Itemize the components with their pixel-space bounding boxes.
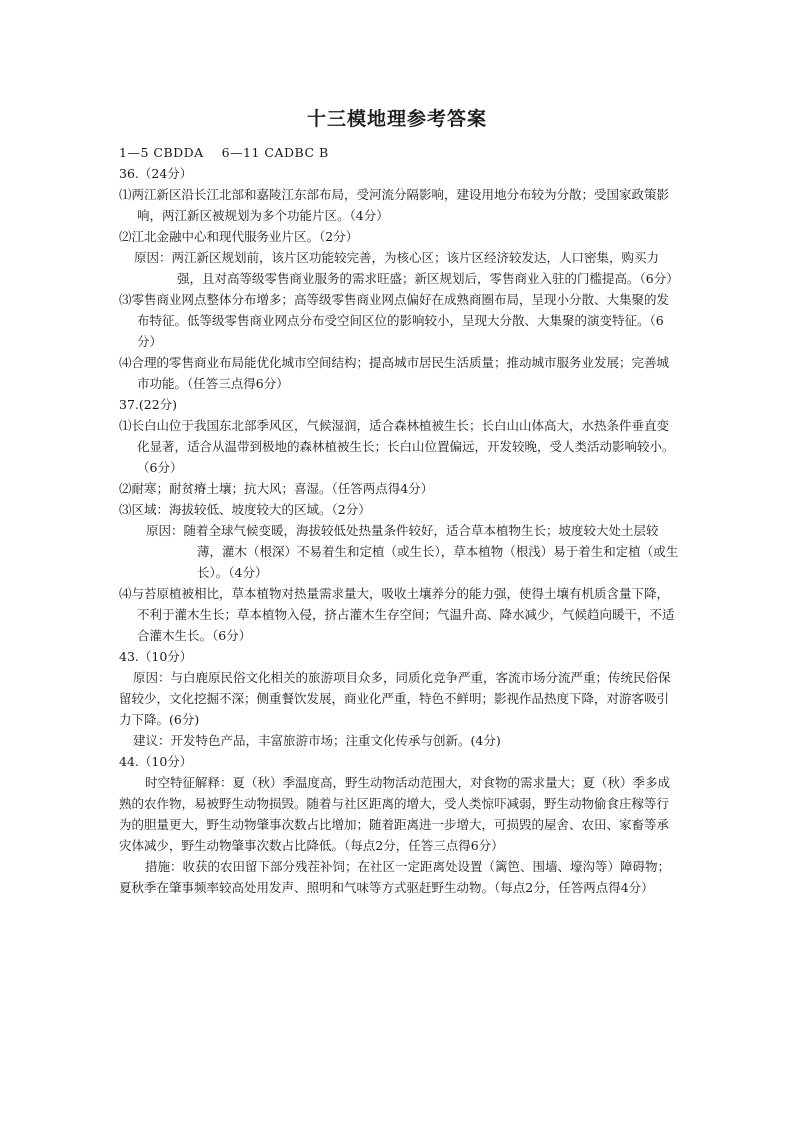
answer-content: [119, 142, 679, 898]
q37-part3: ⑶区域：海拔较低、坡度较大的区域。（2分）: [119, 502, 371, 517]
q37-header: 37.(22分): [119, 397, 178, 412]
q36-part2-reason: 原因：两江新区规划前，该片区功能较完善，为核心区；该片区经济较发达，人口密集，购买力强，且对高等级零售商业服务的需求旺盛；新区规划后，零售商业入驻的门槛提高。（6分）: [134, 250, 679, 286]
q43-header: 43.（10分）: [119, 649, 193, 664]
q37-part3-reason: 原因：随着全球气候变暖，海拔较低处热量条件较好，适合草本植物生长；坡度较大处土层较薄，灌木（根深）不易着生和定植（或生长），草本植物（根浅）易于着生和定植（或生长）。（4分）: [146, 523, 679, 580]
q36-part1: ⑴两江新区沿长江北部和嘉陵江东部布局，受河流分隔影响，建设用地分布较为分散；受国家政策影响，两江新区被规划为多个功能片区。（4分）: [119, 187, 670, 223]
q37-part1: ⑴长白山位于我国东北部季风区，气候湿润，适合森林植被生长；长白山山体高大，水热条件垂直变化显著，适合从温带到极地的森林植被生长；长白山位置偏远，开发较晚，受人类活动影响较小。（6分）: [119, 418, 675, 475]
q37-part4: ⑷与苔原植被相比，草本植物对热量需求量大，吸收土壤养分的能力强，使得土壤有机质含量下降，不利于灌木生长；草本植物入侵，挤占灌木生存空间；气温升高、降水减少，气候趋向暖干，不适合灌木生长。（6分）: [119, 586, 675, 643]
q36-part4: ⑷合理的零售商业布局能优化城市空间结构；提高城市居民生活质量；推动城市服务业发展；完善城市功能。（任答三点得6分）: [119, 355, 670, 391]
q43-advice: 建议：开发特色产品，丰富旅游市场；注重文化传承与创新。(4分): [133, 733, 501, 748]
q43-reason: 原因：与白鹿原民俗文化相关的旅游项目众多，同质化竞争严重，客流市场分流严重；传统民俗保留较少，文化挖掘不深；侧重餐饮发展，商业化严重，特色不鲜明；影视作品热度下降，对游客吸引力下降。(6分): [119, 670, 671, 727]
q36-header: 36.（24分）: [119, 166, 193, 181]
q37-part2: ⑵耐寒；耐贫瘠土壤；抗大风；喜湿。（任答两点得4分）: [119, 481, 434, 496]
q44-measures: 措施：收获的农田留下部分残茬补饲；在社区一定距离处设置（篱笆、围墙、壕沟等）障碍物；夏秋季在肇事频率较高处用发声、照明和气味等方式驱赶野生动物。（每点2分，任答两点得4分）: [119, 859, 671, 895]
multiple-choice-answers: 1—5 CBDDA 6—11 CADBC B: [119, 145, 329, 160]
q44-header: 44.（10分）: [119, 754, 193, 769]
q36-part2: ⑵江北金融中心和现代服务业片区。（2分）: [119, 229, 359, 244]
q44-explanation: 时空特征解释：夏（秋）季温度高，野生动物活动范围大，对食物的需求量大；夏（秋）季多成熟的农作物，易被野生动物损毁。随着与社区距离的增大，受人类惊吓减弱，野生动物偷食庄稼等行为的胆量更大，野生动物肇事次数占比增加；随着距离进一步增大，可损毁的屋舍、农田、家畜等承灾体减少，野生动物肇事次数占比降低。（每点2分，任答三点得6分）: [119, 775, 671, 853]
page-title: 十三模地理参考答案: [306, 108, 487, 130]
q36-part3: ⑶零售商业网点整体分布增多；高等级零售商业网点偏好在成熟商圈布局，呈现小分散、大集聚的发布特征。低等级零售商业网点分布受空间区位的影响较小，呈现大分散、大集聚的演变特征。（6分）: [119, 292, 670, 349]
